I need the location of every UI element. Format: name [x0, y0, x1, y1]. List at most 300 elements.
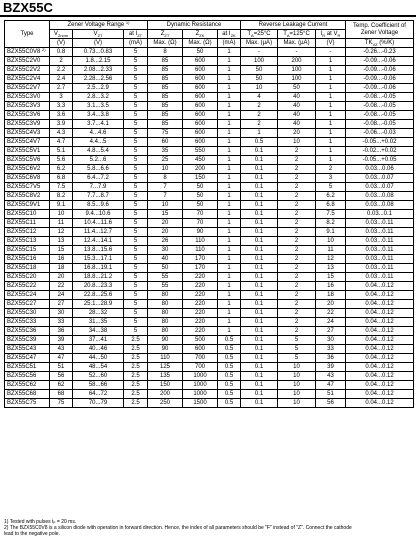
- cell-vr: 1: [316, 138, 346, 147]
- cell-zzk: 550: [183, 147, 218, 156]
- cell-vr: 1: [316, 102, 346, 111]
- cell-vr: 47: [316, 381, 346, 390]
- cell-izk: 1: [218, 264, 241, 273]
- header-temp-coefficient: Temp. Coefficient of Zener Voltage: [346, 21, 414, 39]
- cell-tkvz: 0.03...0.11: [346, 273, 414, 282]
- cell-vznom: 20: [50, 273, 73, 282]
- cell-tkvz: 0.04...0.12: [346, 390, 414, 399]
- cell-ir-125c: 2: [278, 192, 316, 201]
- cell-izt: 5: [124, 327, 148, 336]
- cell-izk: 1: [218, 84, 241, 93]
- unit-tkvz: TKVZ (%/K): [346, 39, 414, 48]
- cell-vr: 20: [316, 300, 346, 309]
- cell-zzk: 70: [183, 219, 218, 228]
- cell-izt: 5: [124, 300, 148, 309]
- cell-vzt-range: 16.8...19.1: [73, 264, 124, 273]
- cell-ir-125c: 2: [278, 264, 316, 273]
- cell-zzk: 220: [183, 273, 218, 282]
- cell-tkvz: -0.05...+0.02: [346, 138, 414, 147]
- cell-type: BZX55C47: [5, 354, 50, 363]
- cell-zzt: 8: [148, 174, 183, 183]
- cell-zzt: 150: [148, 381, 183, 390]
- cell-vzt-range: 4.4...5: [73, 138, 124, 147]
- table-row: [5, 210, 414, 219]
- cell-izk: 0.5: [218, 399, 241, 408]
- cell-type: BZX55C24: [5, 291, 50, 300]
- header-units-row: [5, 39, 414, 48]
- cell-izk: 1: [218, 120, 241, 129]
- cell-izk: 1: [218, 102, 241, 111]
- cell-izk: 1: [218, 273, 241, 282]
- cell-zzk: 220: [183, 291, 218, 300]
- cell-zzk: 1000: [183, 390, 218, 399]
- table-row: [5, 327, 414, 336]
- cell-izt: 5: [124, 192, 148, 201]
- table-row: [5, 264, 414, 273]
- cell-izt: 5: [124, 174, 148, 183]
- table-row: [5, 363, 414, 372]
- cell-ir-125c: 2: [278, 291, 316, 300]
- cell-tkvz: -0.05...+0.05: [346, 156, 414, 165]
- cell-zzt: 80: [148, 291, 183, 300]
- cell-vznom: 62: [50, 381, 73, 390]
- cell-ir-125c: 40: [278, 102, 316, 111]
- cell-type: BZX55C9V1: [5, 201, 50, 210]
- table-row: [5, 381, 414, 390]
- unit-ir-25: Max. (µA): [241, 39, 278, 48]
- cell-vr: 8.2: [316, 219, 346, 228]
- unit-v-nom: (V): [50, 39, 73, 48]
- cell-vzt-range: 70...79: [73, 399, 124, 408]
- cell-zzt: 60: [148, 138, 183, 147]
- cell-type: BZX55C20: [5, 273, 50, 282]
- cell-type: [5, 48, 50, 57]
- cell-type: BZX55C2V4: [5, 75, 50, 84]
- cell-zzt: 50: [148, 264, 183, 273]
- cell-ir-25c: 0.1: [241, 174, 278, 183]
- cell-zzt: 20: [148, 228, 183, 237]
- cell-ir-25c: 0.1: [241, 246, 278, 255]
- cell-zzt: 85: [148, 84, 183, 93]
- cell-ir-125c: 2: [278, 174, 316, 183]
- cell-vr: 33: [316, 345, 346, 354]
- table-row: [5, 309, 414, 318]
- cell-vzt-range: 3.4...3.8: [73, 111, 124, 120]
- cell-vr: 1: [316, 129, 346, 138]
- cell-vr: 1: [316, 93, 346, 102]
- unit-izk: (mA): [218, 39, 241, 48]
- cell-ir-125c: 2: [278, 309, 316, 318]
- cell-ir-125c: 20: [278, 129, 316, 138]
- header-reverse-leakage: Reverse Leakage Current: [241, 21, 346, 30]
- cell-izt: 2.5: [124, 354, 148, 363]
- cell-vzt-range: 25.1...28.9: [73, 300, 124, 309]
- header-ir-at-vr: IR at VR: [316, 30, 346, 39]
- cell-vzt-range: 4.8...5.4: [73, 147, 124, 156]
- cell-vzt-range: 44...50: [73, 354, 124, 363]
- cell-ir-125c: 50: [278, 84, 316, 93]
- cell-tkvz: 0.03...0.1: [346, 210, 414, 219]
- cell-vznom: 8.2: [50, 192, 73, 201]
- table-row: [5, 165, 414, 174]
- cell-vznom: 15: [50, 246, 73, 255]
- cell-zzk: 90: [183, 228, 218, 237]
- cell-vr: 1: [316, 84, 346, 93]
- cell-ir-25c: 0.1: [241, 282, 278, 291]
- table-row: [5, 273, 414, 282]
- cell-ir-25c: 0.1: [241, 192, 278, 201]
- cell-ir-125c: 5: [278, 336, 316, 345]
- cell-ir-25c: 0.1: [241, 228, 278, 237]
- cell-zzk: 600: [183, 111, 218, 120]
- cell-tkvz: 0.03...0.07: [346, 174, 414, 183]
- title-rule: [0, 15, 416, 17]
- cell-tkvz: 0.03...0.11: [346, 219, 414, 228]
- table-row: [5, 246, 414, 255]
- cell-zzk: 220: [183, 309, 218, 318]
- cell-vznom: 3.6: [50, 111, 73, 120]
- table-row: [5, 291, 414, 300]
- cell-izt: 5: [124, 120, 148, 129]
- cell-zzk: 200: [183, 165, 218, 174]
- cell-vr: 13: [316, 264, 346, 273]
- table-row: [5, 390, 414, 399]
- cell-type: BZX55C33: [5, 318, 50, 327]
- cell-ir-25c: 0.1: [241, 390, 278, 399]
- cell-vzt-range: 52...60: [73, 372, 124, 381]
- cell-izk: 1: [218, 309, 241, 318]
- cell-vr: 16: [316, 282, 346, 291]
- cell-type: BZX55C6V8: [5, 174, 50, 183]
- cell-vznom: 30: [50, 309, 73, 318]
- cell-vznom: 56: [50, 372, 73, 381]
- cell-vznom: 39: [50, 336, 73, 345]
- cell-type: BZX55C4V7: [5, 138, 50, 147]
- header-at-izt: at IZT: [124, 30, 148, 39]
- cell-izt: 5: [124, 201, 148, 210]
- table-row: [5, 354, 414, 363]
- table-row: [5, 120, 414, 129]
- cell-tkvz: 0.04...0.12: [346, 354, 414, 363]
- cell-ir-25c: 2: [241, 102, 278, 111]
- cell-vzt-range: 12.4...14.1: [73, 237, 124, 246]
- cell-vr: 1: [316, 156, 346, 165]
- cell-zzk: 600: [183, 66, 218, 75]
- cell-izt: 2.5: [124, 390, 148, 399]
- cell-ir-25c: 4: [241, 93, 278, 102]
- cell-tkvz: 0.04...0.12: [346, 345, 414, 354]
- cell-vr: 15: [316, 273, 346, 282]
- cell-izk: 0.5: [218, 345, 241, 354]
- cell-izt: 5: [124, 318, 148, 327]
- cell-ir-125c: 10: [278, 390, 316, 399]
- cell-zzt: 26: [148, 237, 183, 246]
- cell-type: BZX55C10: [5, 210, 50, 219]
- cell-ir-25c: 0.1: [241, 201, 278, 210]
- cell-vznom: 0.8: [50, 48, 73, 57]
- cell-ir-125c: 2: [278, 228, 316, 237]
- cell-zzt: 7: [148, 183, 183, 192]
- cell-ir-25c: 0.1: [241, 354, 278, 363]
- cell-type: BZX55C68: [5, 390, 50, 399]
- cell-zzk: 600: [183, 84, 218, 93]
- header-type: Type: [5, 21, 50, 48]
- cell-ir-25c: 0.1: [241, 210, 278, 219]
- cell-izk: 0.5: [218, 354, 241, 363]
- cell-izt: 2.5: [124, 372, 148, 381]
- cell-type: BZX55C3V0: [5, 93, 50, 102]
- cell-izk: 1: [218, 93, 241, 102]
- cell-zzt: 110: [148, 354, 183, 363]
- cell-tkvz: -0.09...-0.06: [346, 75, 414, 84]
- cell-vznom: 3.9: [50, 120, 73, 129]
- header-vzt: VZT: [73, 30, 124, 39]
- unit-vr: (V): [316, 39, 346, 48]
- cell-ir-125c: 5: [278, 345, 316, 354]
- table-row: [5, 345, 414, 354]
- cell-vzt-range: 5.2...6: [73, 156, 124, 165]
- cell-tkvz: -0.26...-0.23: [346, 48, 414, 57]
- cell-vznom: 5.1: [50, 147, 73, 156]
- cell-tkvz: -0.09...-0.06: [346, 84, 414, 93]
- zener-spec-table: [4, 20, 414, 408]
- cell-zzk: 220: [183, 327, 218, 336]
- cell-izt: 2.5: [124, 363, 148, 372]
- cell-vr: -: [316, 48, 346, 57]
- cell-zzt: 85: [148, 75, 183, 84]
- cell-vzt-range: 37...41: [73, 336, 124, 345]
- cell-tkvz: 0.04...0.12: [346, 300, 414, 309]
- cell-zzt: 8: [148, 48, 183, 57]
- cell-ir-25c: 0.1: [241, 237, 278, 246]
- table-row: [5, 237, 414, 246]
- cell-izt: 5: [124, 309, 148, 318]
- cell-zzk: 220: [183, 300, 218, 309]
- table-row: [5, 336, 414, 345]
- table-row: [5, 84, 414, 93]
- cell-izk: 1: [218, 75, 241, 84]
- cell-zzk: 600: [183, 138, 218, 147]
- cell-izk: 1: [218, 219, 241, 228]
- cell-ir-25c: 0.1: [241, 156, 278, 165]
- cell-vzt-range: 64...72: [73, 390, 124, 399]
- cell-vznom: 16: [50, 255, 73, 264]
- cell-vzt-range: 6.4...7.2: [73, 174, 124, 183]
- table-row: [5, 300, 414, 309]
- table-row: [5, 372, 414, 381]
- cell-ir-25c: 0.1: [241, 147, 278, 156]
- cell-izt: 2.5: [124, 381, 148, 390]
- cell-vzt-range: 9.4...10.6: [73, 210, 124, 219]
- cell-vr: 1: [316, 66, 346, 75]
- cell-vr: 1: [316, 147, 346, 156]
- cell-ir-25c: 0.1: [241, 318, 278, 327]
- cell-izt: 5: [124, 165, 148, 174]
- cell-type: BZX55C27: [5, 300, 50, 309]
- table-row: [5, 75, 414, 84]
- cell-tkvz: 0.04...0.12: [346, 336, 414, 345]
- footnote-ref-2: 2): [42, 47, 46, 52]
- cell-izt: 5: [124, 57, 148, 66]
- table-row: [5, 228, 414, 237]
- cell-zzk: 50: [183, 201, 218, 210]
- cell-izk: 1: [218, 201, 241, 210]
- cell-izt: 5: [124, 66, 148, 75]
- cell-zzt: 10: [148, 201, 183, 210]
- header-vznom: VZnom: [50, 30, 73, 39]
- cell-vzt-range: 3.1...3.5: [73, 102, 124, 111]
- cell-ir-125c: 2: [278, 237, 316, 246]
- cell-vzt-range: 40...46: [73, 345, 124, 354]
- cell-vzt-range: 28...32: [73, 309, 124, 318]
- cell-izt: 5: [124, 264, 148, 273]
- cell-type: BZX55C2V2: [5, 66, 50, 75]
- cell-vr: 10: [316, 237, 346, 246]
- cell-type: BZX55C3V9: [5, 120, 50, 129]
- cell-vznom: 47: [50, 354, 73, 363]
- cell-vr: 6.2: [316, 192, 346, 201]
- cell-vr: 1: [316, 111, 346, 120]
- cell-zzk: 170: [183, 264, 218, 273]
- cell-ir-125c: 10: [278, 372, 316, 381]
- cell-zzk: 1500: [183, 399, 218, 408]
- cell-zzt: 20: [148, 219, 183, 228]
- cell-izt: 2.5: [124, 399, 148, 408]
- cell-ir-25c: 0.1: [241, 381, 278, 390]
- header-at-izk: at IZK: [218, 30, 241, 39]
- cell-vzt-range: 10.4...11.6: [73, 219, 124, 228]
- cell-vznom: 51: [50, 363, 73, 372]
- header-ir-25c: TA=25°C: [241, 30, 278, 39]
- cell-izt: 5: [124, 93, 148, 102]
- cell-vznom: 3.3: [50, 102, 73, 111]
- table-row: [5, 201, 414, 210]
- cell-izk: 1: [218, 318, 241, 327]
- cell-zzt: 55: [148, 273, 183, 282]
- cell-vznom: 2.7: [50, 84, 73, 93]
- cell-tkvz: -0.09...-0.06: [346, 57, 414, 66]
- cell-vr: 43: [316, 372, 346, 381]
- cell-zzk: 600: [183, 129, 218, 138]
- cell-vznom: 18: [50, 264, 73, 273]
- cell-zzt: 85: [148, 66, 183, 75]
- cell-izk: 1: [218, 192, 241, 201]
- cell-type: BZX55C15: [5, 246, 50, 255]
- cell-zzt: 250: [148, 399, 183, 408]
- unit-ir-125: Max. (µA): [278, 39, 316, 48]
- cell-ir-125c: 10: [278, 399, 316, 408]
- cell-vzt-range: 2.08...2.33: [73, 66, 124, 75]
- unit-v-zt: (V): [73, 39, 124, 48]
- unit-zzt: Max. (Ω): [148, 39, 183, 48]
- cell-zzk: 700: [183, 363, 218, 372]
- cell-vznom: 33: [50, 318, 73, 327]
- cell-tkvz: -0.08...-0.05: [346, 120, 414, 129]
- footnote-2: 2) The BZX55C0V8 is a silicon diode with operation in forward direction. Hence, the index of all parameters should be "F" instead of "Z". Connect the cathode: [4, 525, 352, 531]
- cell-type: BZX55C16: [5, 255, 50, 264]
- header-dynamic-resistance: Dynamic Resistance: [148, 21, 241, 30]
- cell-izk: 1: [218, 246, 241, 255]
- cell-tkvz: -0.08...-0.05: [346, 102, 414, 111]
- cell-tkvz: 0.04...0.12: [346, 327, 414, 336]
- cell-zzt: 125: [148, 363, 183, 372]
- cell-type: BZX55C7V5: [5, 183, 50, 192]
- cell-ir-125c: 40: [278, 120, 316, 129]
- cell-type: BZX55C18: [5, 264, 50, 273]
- cell-izt: 5: [124, 183, 148, 192]
- cell-zzk: 600: [183, 75, 218, 84]
- table-row: [5, 282, 414, 291]
- cell-type: BZX55C39: [5, 336, 50, 345]
- unit-zzk: Max. (Ω): [183, 39, 218, 48]
- cell-zzk: 600: [183, 345, 218, 354]
- cell-tkvz: 0.03...0.08: [346, 192, 414, 201]
- cell-tkvz: 0.03...0.06: [346, 165, 414, 174]
- cell-vr: 30: [316, 336, 346, 345]
- cell-zzk: 220: [183, 318, 218, 327]
- table-row: [5, 156, 414, 165]
- cell-vr: 18: [316, 291, 346, 300]
- cell-vr: 9.1: [316, 228, 346, 237]
- header-zener-range: Zener Voltage Range $^{1)}$: [50, 21, 148, 30]
- cell-izk: 1: [218, 255, 241, 264]
- cell-type: BZX55C5V1: [5, 147, 50, 156]
- cell-vzt-range: 11.4...12.7: [73, 228, 124, 237]
- cell-type: BZX55C62: [5, 381, 50, 390]
- cell-izk: 1: [218, 174, 241, 183]
- cell-ir-125c: 2: [278, 282, 316, 291]
- cell-vznom: 4.7: [50, 138, 73, 147]
- cell-izt: 5: [124, 210, 148, 219]
- cell-izk: 1: [218, 282, 241, 291]
- cell-izk: 1: [218, 156, 241, 165]
- cell-tkvz: 0.03...0.11: [346, 255, 414, 264]
- cell-tkvz: 0.03...0.08: [346, 201, 414, 210]
- cell-zzk: 170: [183, 255, 218, 264]
- cell-zzt: 80: [148, 318, 183, 327]
- footnotes: [4, 519, 414, 537]
- table-row: [5, 183, 414, 192]
- cell-izk: 0.5: [218, 336, 241, 345]
- cell-ir-125c: 2: [278, 255, 316, 264]
- cell-tkvz: 0.03...0.07: [346, 183, 414, 192]
- cell-vzt-range: 1.8...2.15: [73, 57, 124, 66]
- cell-ir-125c: 2: [278, 147, 316, 156]
- cell-tkvz: 0.04...0.12: [346, 363, 414, 372]
- cell-zzk: 700: [183, 354, 218, 363]
- cell-izt: 5: [124, 147, 148, 156]
- cell-ir-25c: 50: [241, 66, 278, 75]
- cell-vznom: 9.1: [50, 201, 73, 210]
- table-row: [5, 147, 414, 156]
- footnote-2-cont: lead to the negative pole.: [4, 531, 60, 537]
- cell-ir-125c: 2: [278, 165, 316, 174]
- cell-ir-125c: 2: [278, 318, 316, 327]
- cell-zzt: 55: [148, 282, 183, 291]
- header-zzt: ZZT: [148, 30, 183, 39]
- cell-tkvz: 0.04...0.12: [346, 291, 414, 300]
- cell-izk: 1: [218, 111, 241, 120]
- cell-vzt-range: 7...7.9: [73, 183, 124, 192]
- cell-vr: 7.5: [316, 210, 346, 219]
- cell-ir-25c: 0.1: [241, 309, 278, 318]
- cell-ir-25c: 0.1: [241, 291, 278, 300]
- cell-ir-25c: 0.1: [241, 327, 278, 336]
- cell-type: BZX55C30: [5, 309, 50, 318]
- cell-vr: 51: [316, 390, 346, 399]
- cell-ir-25c: 0.1: [241, 372, 278, 381]
- cell-vznom: 22: [50, 282, 73, 291]
